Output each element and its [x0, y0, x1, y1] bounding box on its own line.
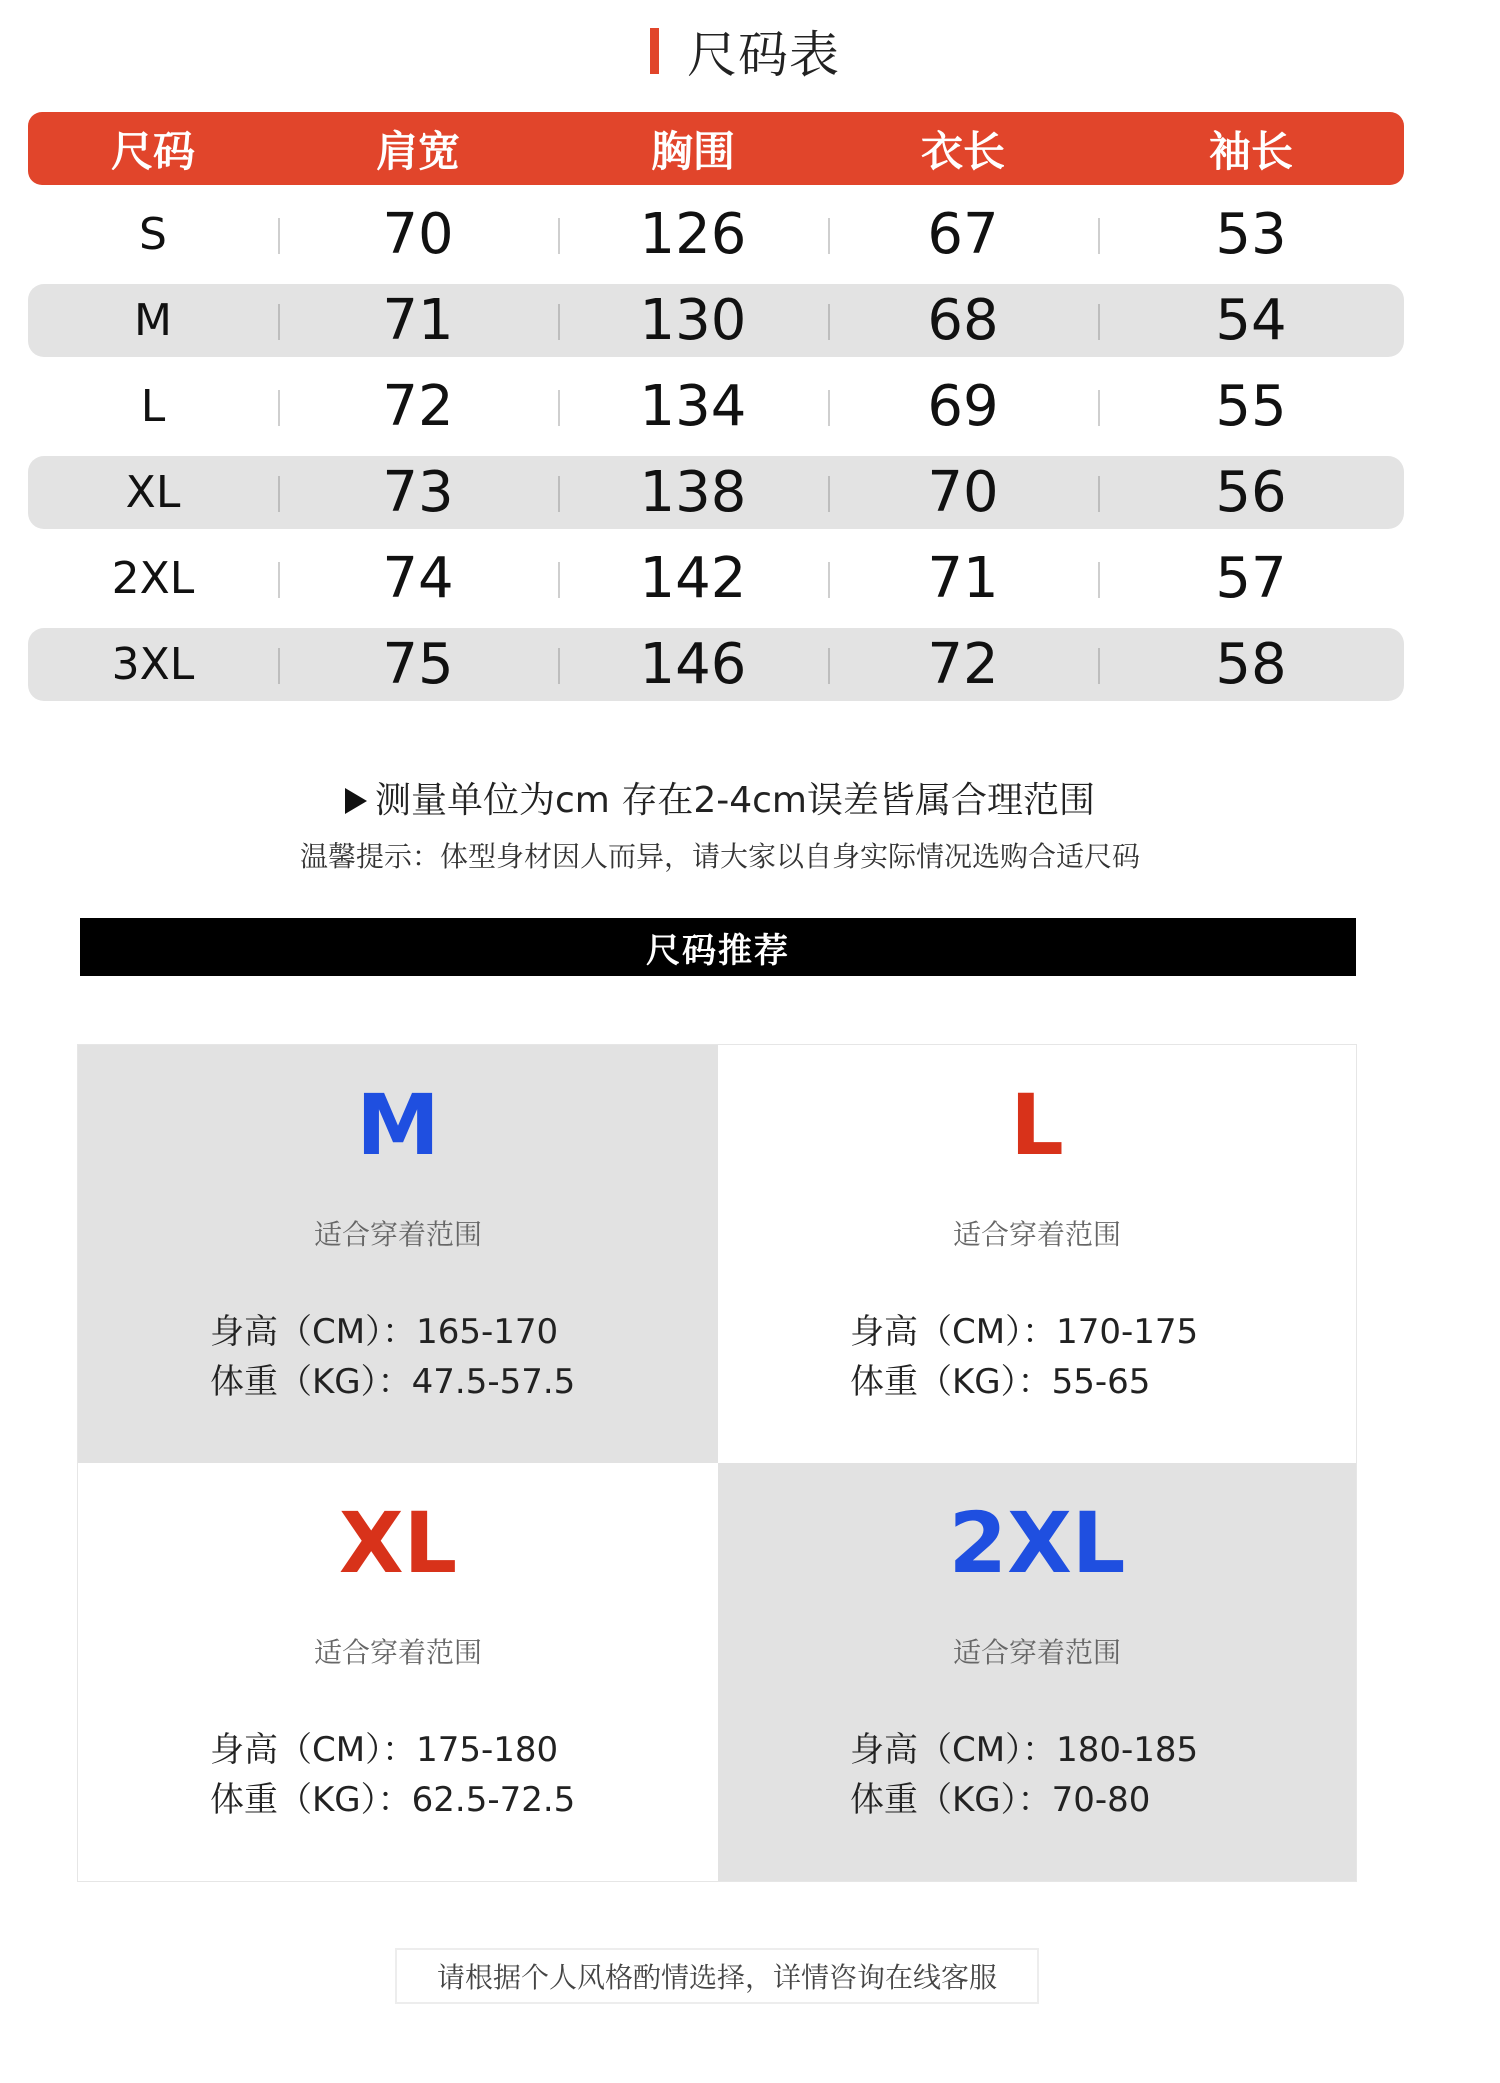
- cell-shoulder: 74: [278, 542, 558, 615]
- table-row: [28, 542, 1404, 615]
- recommend-weight: 体重（KG）：70-80: [850, 1780, 1151, 1820]
- cell-sleeve: 55: [1098, 370, 1404, 443]
- title-text: 尺码表: [687, 26, 840, 84]
- recommend-specs: [850, 1307, 1198, 1407]
- size-table: [28, 112, 1404, 701]
- recommend-size: 2XL: [948, 1494, 1126, 1592]
- recommend-banner: 尺码推荐: [80, 918, 1356, 976]
- cell-sleeve: 53: [1098, 198, 1404, 271]
- cell-chest: 146: [558, 628, 828, 701]
- recommend-card-xl: [78, 1463, 718, 1881]
- recommend-specs: [210, 1725, 575, 1825]
- recommend-size: M: [356, 1076, 440, 1174]
- recommend-card-l: [718, 1045, 1356, 1463]
- cell-chest: 126: [558, 198, 828, 271]
- recommend-range-label: 适合穿着范围: [313, 1218, 482, 1251]
- title-accent-bar: [650, 28, 659, 74]
- recommend-card-2xl: [718, 1463, 1356, 1881]
- cell-sleeve: 58: [1098, 628, 1404, 701]
- table-header: [28, 112, 1404, 185]
- cell-sleeve: 57: [1098, 542, 1404, 615]
- cell-size: XL: [125, 467, 181, 518]
- cell-chest: 134: [558, 370, 828, 443]
- recommend-grid: [77, 1044, 1357, 1882]
- recommend-range-label: 适合穿着范围: [952, 1218, 1121, 1251]
- header-sleeve: 袖长: [1208, 126, 1293, 176]
- recommend-size: L: [1010, 1076, 1064, 1174]
- cell-size: M: [134, 295, 172, 346]
- recommend-range-label: 适合穿着范围: [313, 1636, 482, 1669]
- cell-shoulder: 71: [278, 284, 558, 357]
- triangle-right-icon: [345, 788, 367, 814]
- recommend-specs: [850, 1725, 1198, 1825]
- recommend-height: 身高（CM）：175-180: [210, 1730, 559, 1770]
- recommend-height: 身高（CM）：180-185: [850, 1730, 1199, 1770]
- cell-chest: 138: [558, 456, 828, 529]
- cell-size: L: [140, 381, 166, 432]
- recommend-specs: [210, 1307, 575, 1407]
- tip-note: 温馨提示：体型身材因人而异，请大家以自身实际情况选购合适尺码: [299, 840, 1140, 873]
- header-size: 尺码: [110, 126, 195, 176]
- cell-sleeve: 54: [1098, 284, 1404, 357]
- header-chest: 胸围: [650, 126, 735, 176]
- cell-shoulder: 70: [278, 198, 558, 271]
- recommend-size: XL: [338, 1494, 458, 1592]
- table-row: [28, 628, 1404, 701]
- cell-length: 67: [828, 198, 1098, 271]
- cell-chest: 142: [558, 542, 828, 615]
- cell-size: S: [139, 209, 167, 260]
- cell-shoulder: 72: [278, 370, 558, 443]
- cell-sleeve: 56: [1098, 456, 1404, 529]
- page-title: [0, 16, 1500, 86]
- recommend-range-label: 适合穿着范围: [952, 1636, 1121, 1669]
- cell-length: 71: [828, 542, 1098, 615]
- recommend-card-m: [78, 1045, 718, 1463]
- table-row: [28, 456, 1404, 529]
- cell-length: 72: [828, 628, 1098, 701]
- cell-size: 3XL: [111, 639, 195, 690]
- cell-shoulder: 75: [278, 628, 558, 701]
- cell-shoulder: 73: [278, 456, 558, 529]
- cell-length: 70: [828, 456, 1098, 529]
- recommend-height: 身高（CM）：170-175: [850, 1312, 1199, 1352]
- header-length: 衣长: [920, 126, 1005, 176]
- cell-length: 69: [828, 370, 1098, 443]
- recommend-height: 身高（CM）：165-170: [210, 1312, 559, 1352]
- recommend-weight: 体重（KG）：47.5-57.5: [210, 1362, 576, 1402]
- recommend-weight: 体重（KG）：62.5-72.5: [210, 1780, 576, 1820]
- table-row: [28, 284, 1404, 357]
- table-row: [28, 198, 1404, 271]
- recommend-weight: 体重（KG）：55-65: [850, 1362, 1151, 1402]
- cell-chest: 130: [558, 284, 828, 357]
- table-row: [28, 370, 1404, 443]
- measurement-note: [0, 772, 1440, 823]
- measurement-note-text: 测量单位为cm 存在2-4cm误差皆属合理范围: [375, 780, 1095, 821]
- cell-size: 2XL: [111, 553, 195, 604]
- header-shoulder: 肩宽: [375, 126, 460, 176]
- customer-service-note: 请根据个人风格酌情选择，详情咨询在线客服: [395, 1948, 1039, 2004]
- cell-length: 68: [828, 284, 1098, 357]
